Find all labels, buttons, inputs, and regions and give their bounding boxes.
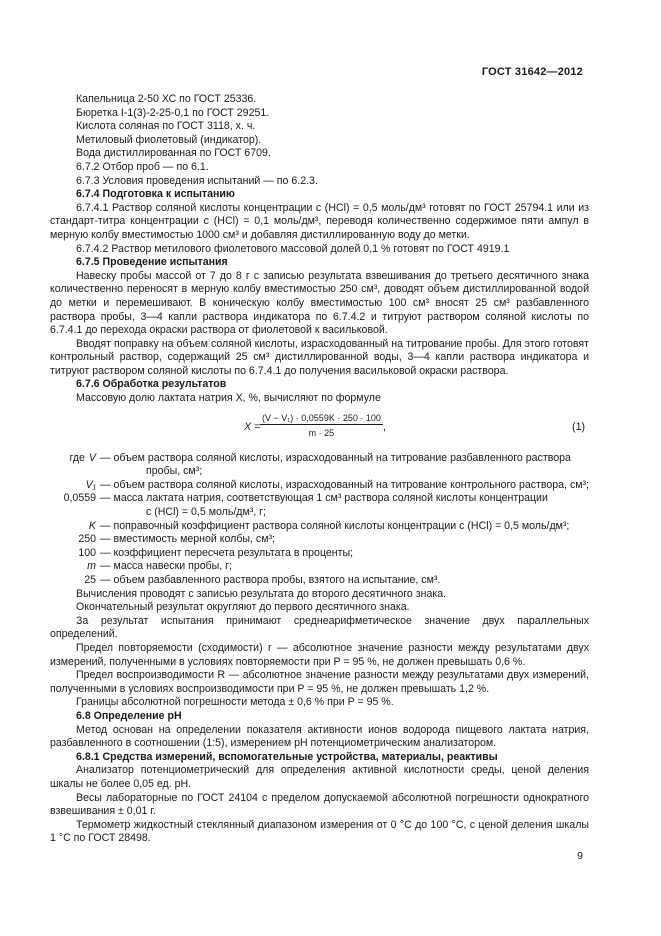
definition-item bbox=[50, 560, 589, 574]
definition-text bbox=[96, 547, 589, 561]
definition-item bbox=[50, 520, 589, 534]
definition-item bbox=[50, 547, 589, 561]
definition-item bbox=[50, 452, 589, 479]
section-heading: 6.7.5 Проведение испытания bbox=[76, 256, 228, 269]
definition-desc: — масса лактата натрия, соответствующая 1 см³ раствора соляной кислоты концентрации bbox=[100, 492, 548, 505]
definition-symbol bbox=[50, 492, 96, 519]
paragraph: Границы абсолютной погрешности метода ± 0,6 % при P = 95 %. bbox=[76, 696, 394, 709]
formula bbox=[50, 412, 589, 446]
definition-text bbox=[96, 533, 589, 547]
definition-desc: — масса навески пробы, г; bbox=[100, 560, 232, 573]
definition-continuation: пробы, см³; bbox=[146, 465, 203, 478]
definition-symbol-text: V bbox=[88, 451, 96, 464]
definition-prefix: где bbox=[69, 451, 85, 464]
paragraph: Окончательный результат округляют до первого десятичного знака. bbox=[76, 601, 410, 614]
text-line: Метиловый фиолетовый (индикатор). bbox=[76, 133, 262, 146]
definition-symbol bbox=[50, 574, 96, 588]
definition-symbol-text: K bbox=[88, 519, 96, 532]
paragraph: За результат испытания принимают среднеарифметическое значение двух параллельных определений. bbox=[50, 614, 589, 641]
definition-desc: — коэффициент пересчета результата в проценты; bbox=[100, 546, 354, 559]
definition-symbol-text: 0,0559 bbox=[63, 492, 96, 505]
definition-text bbox=[96, 574, 589, 588]
definition-item bbox=[50, 574, 589, 588]
paragraph: Предел воспроизводимости R — абсолютное значение разности между результатами двух измерений, полученными в условиях воспроизводимости при P = 95 %, не должен превышать 1,2 %. bbox=[50, 669, 589, 695]
definition-symbol-text: 100 bbox=[78, 546, 96, 559]
definition-symbol-text: m bbox=[87, 560, 96, 573]
definition-desc: — объем раствора соляной кислоты, израсходованный на титрование разбавленного раствора bbox=[100, 451, 571, 464]
definition-item bbox=[50, 479, 589, 493]
definition-symbol-text: 25 bbox=[84, 574, 96, 586]
text-line: Капельница 2-50 ХС по ГОСТ 25336. bbox=[76, 93, 257, 105]
definition-text bbox=[96, 479, 589, 493]
section-heading: 6.8 Определение рН bbox=[76, 709, 182, 722]
formula-lhs: X = bbox=[244, 420, 261, 433]
paragraph: Весы лабораторные по ГОСТ 24104 с пределом допускаемой абсолютной погрешности однократного взвешивания ± 0,01 г. bbox=[50, 791, 589, 818]
definition-desc: — поправочный коэффициент раствора соляной кислоты концентрации c (HCl) = 0,5 моль/дм³; bbox=[100, 519, 570, 532]
definition-symbol bbox=[50, 452, 96, 479]
paragraph: Навеску пробы массой от 7 до 8 г с записью результата взвешивания до третьего десятичного знака количественно переносят в мерную колбу вместимостью 250 см³, доводят объем дистиллированной водой до метки и перемешивают. В коническую колбу вместимостью 100 см³ вносят 25 см³ разбавленного раствора пробы, 3—4 капли раствора индикатора по 6.7.4.2 и титруют раствором соляной кислоты по 6.7.4.1 до перехода окраски раствора от фиолетовой к васильковой. bbox=[50, 269, 589, 337]
definition-symbol bbox=[50, 520, 96, 534]
formula-comma: , bbox=[383, 420, 386, 433]
definition-text bbox=[96, 492, 589, 519]
formula-numerator: (V − V₁) · 0,0559K · 250 · 100 bbox=[262, 412, 381, 423]
section-heading: 6.7.6 Обработка результатов bbox=[76, 378, 227, 391]
paragraph: 6.7.4.2 Раствор метилового фиолетового массовой долей 0,1 % готовят по ГОСТ 4919.1 bbox=[76, 242, 510, 255]
formula-fraction bbox=[260, 412, 383, 439]
text-line: Бюретка I-1(3)-2-25-0,1 по ГОСТ 29251. bbox=[76, 106, 270, 119]
text-line: Вода дистиллированная по ГОСТ 6709. bbox=[76, 147, 271, 160]
definition-symbol-text: V₁ bbox=[85, 478, 96, 491]
text-line: Кислота соляная по ГОСТ 3118, х. ч. bbox=[76, 120, 256, 133]
definition-item bbox=[50, 492, 589, 519]
definition-desc: — объем разбавленного раствора пробы, взятого на испытание, см³. bbox=[100, 574, 441, 586]
definition-text bbox=[96, 560, 589, 574]
section-heading: 6.7.4 Подготовка к испытанию bbox=[76, 188, 235, 201]
definition-symbol bbox=[50, 533, 96, 547]
page-number: 9 bbox=[577, 850, 583, 862]
paragraph: 6.7.4.1 Раствор соляной кислоты концентрации c (HCl) = 0,5 моль/дм³ готовят по ГОСТ 25794.1 или из стандарт-титра концентрации c (HCl) = 0,1 моль/дм³, переводя количественно содержимое пяти ампул в мерную колбу вместимостью 1000 см³ и добавляя дистиллированную воду до метки. bbox=[50, 201, 589, 241]
definition-item bbox=[50, 533, 589, 547]
definitions-list bbox=[50, 452, 589, 588]
definition-symbol bbox=[50, 560, 96, 574]
document-header: ГОСТ 31642—2012 bbox=[481, 66, 583, 78]
definition-desc: — объем раствора соляной кислоты, израсходованный на титрование контрольного раствора, см³; bbox=[100, 478, 589, 491]
definition-symbol-text: 250 bbox=[78, 533, 96, 546]
definition-symbol bbox=[50, 547, 96, 561]
text-line: 6.7.2 Отбор проб — по 6.1. bbox=[76, 160, 209, 173]
definition-text bbox=[96, 520, 589, 534]
definition-desc: — вместимость мерной колбы, см³; bbox=[100, 533, 275, 546]
paragraph: Анализатор потенциометрический для определения активной кислотности среды, ценой деления шкалы не более 0,05 ед. рН. bbox=[50, 764, 589, 790]
paragraph: Предел повторяемости (сходимости) r — абсолютное значение разности между результатами двух измерений, полученными в условиях повторяемости при P = 95 %, не должен превышать 0,6 %. bbox=[50, 641, 589, 668]
equation-number: (1) bbox=[572, 420, 585, 433]
formula-denominator: m · 25 bbox=[308, 427, 335, 438]
definition-continuation: c (HCl) = 0,5 моль/дм³, г; bbox=[146, 506, 266, 519]
paragraph: Массовую долю лактата натрия X, %, вычисляют по формуле bbox=[76, 392, 381, 405]
paragraph: Термометр жидкостный стеклянный диапазоном измерения от 0 °С до 100 °С, с ценой деления шкалы 1 °С по ГОСТ 28498. bbox=[50, 818, 589, 845]
definition-text bbox=[96, 452, 589, 479]
paragraph: Вводят поправку на объем соляной кислоты, израсходованный на титрование пробы. Для этого готовят контрольный раствор, содержащий 25 см³ дистиллированной воды, 3—4 капли раствора индикатора и титруют раствором соляной кислоты по 6.7.4.1 до получения васильковой окраски раствора. bbox=[50, 337, 589, 377]
document-body bbox=[50, 93, 589, 846]
paragraph: Метод основан на определении показателя активности ионов водорода пищевого лактата натрия, разбавленного в соотношении (1:5), измерением рН потенциометрическим анализатором. bbox=[50, 723, 589, 750]
definition-symbol bbox=[50, 479, 96, 493]
section-heading: 6.8.1 Средства измерений, вспомогательные устройства, материалы, реактивы bbox=[76, 750, 498, 763]
paragraph: Вычисления проводят с записью результата до второго десятичного знака. bbox=[76, 587, 447, 600]
text-line: 6.7.3 Условия проведения испытаний — по 6.2.3. bbox=[76, 174, 318, 187]
